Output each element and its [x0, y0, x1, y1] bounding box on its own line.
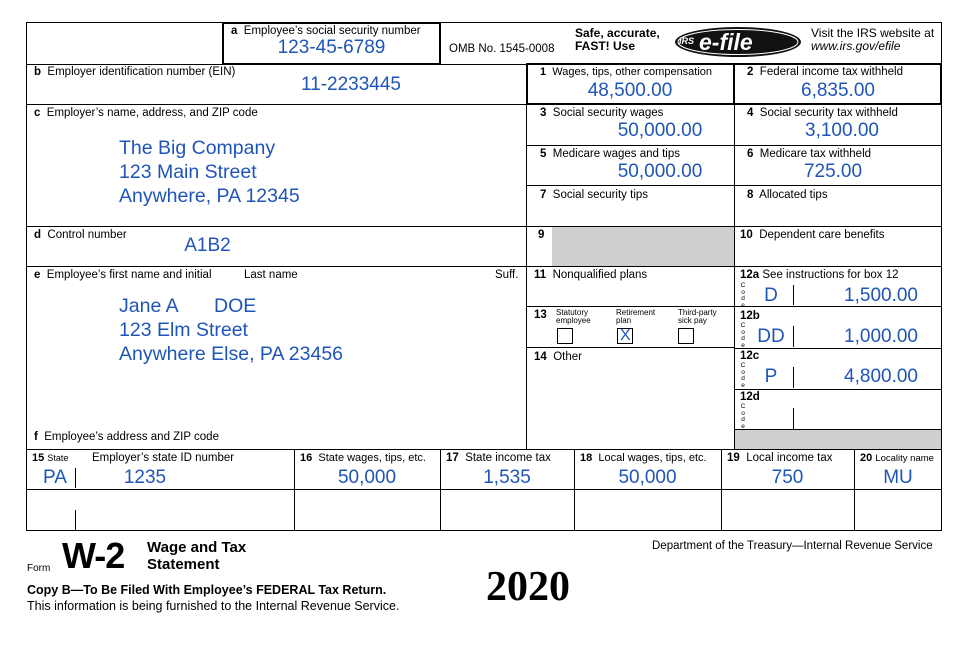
box-18-label: 18 Local wages, tips, etc. — [580, 452, 707, 464]
form-title-line1: Wage and Tax — [147, 539, 247, 556]
info-text: This information is being furnished to the Internal Revenue Service. — [27, 599, 400, 613]
box-2-label: 2 Federal income tax withheld — [747, 66, 903, 78]
last-name-label: Last name — [244, 269, 298, 281]
row-divider — [26, 489, 942, 490]
box-b-label: b Employer identification number (EIN) — [34, 66, 236, 78]
box-12c-label: 12c — [740, 350, 760, 362]
employer-street: 123 Main Street — [119, 161, 257, 183]
efile-irs-text: IRS — [679, 36, 695, 46]
suffix-label: Suff. — [495, 269, 519, 281]
box-19-label: 19 Local income tax — [727, 452, 833, 464]
box-1-label: 1 Wages, tips, other compensation — [540, 66, 713, 78]
third-party-sick-pay-checkbox[interactable] — [678, 328, 694, 344]
employee-last-name: DOE — [214, 295, 257, 317]
code-tick — [793, 326, 794, 347]
employer-city: Anywhere, PA 12345 — [119, 185, 300, 207]
local-wages-value: 50,000 — [618, 467, 677, 488]
fast-use: FAST! Use — [575, 39, 636, 53]
box-9-shade — [552, 227, 734, 266]
ein-value: 11-2233445 — [300, 74, 402, 95]
box-14-label: 14 Other — [534, 351, 582, 363]
col-divider — [440, 449, 441, 531]
box-7-label: 7 Social security tips — [540, 189, 649, 201]
box-6-value: 725.00 — [803, 161, 863, 182]
box-12b-label: 12b — [740, 310, 760, 322]
irs-url: www.irs.gov/efile — [811, 39, 901, 53]
box-c-label: c Employer’s name, address, and ZIP code — [34, 107, 258, 119]
locality-value: MU — [883, 467, 913, 488]
form-name-w2: W-2 — [62, 535, 125, 576]
department-text: Department of the Treasury—Internal Revenue Service — [652, 540, 933, 552]
box-f-label: f Employee’s address and ZIP code — [34, 431, 219, 443]
state-value: PA — [43, 467, 67, 488]
box-3-label: 3 Social security wages — [540, 107, 664, 119]
box-20-label: 20 Locality name — [860, 452, 934, 464]
retirement-plan-checkbox[interactable] — [617, 328, 633, 344]
third-party-label: Third-party — [678, 308, 717, 317]
code-tick — [793, 285, 794, 305]
copy-b-text: Copy B—To Be Filed With Employee’s FEDERAL Tax Return. — [27, 583, 387, 597]
box-6-label: 6 Medicare tax withheld — [747, 148, 872, 160]
tax-year: 2020 — [486, 564, 570, 610]
box-5-value: 50,000.00 — [617, 161, 703, 182]
employee-city: Anywhere Else, PA 23456 — [119, 343, 344, 365]
form-word: Form — [27, 563, 51, 574]
box-17-label: 17 State income tax — [446, 452, 551, 464]
retirement-label: Retirement — [616, 308, 656, 317]
form-border-bottom — [26, 530, 942, 531]
row-divider — [26, 226, 942, 227]
col-divider — [854, 449, 855, 531]
control-number-value: A1B2 — [184, 235, 231, 256]
code-tick — [793, 367, 794, 388]
row-divider — [26, 266, 942, 267]
code-vertical-label: C o d e — [740, 403, 746, 430]
visit-irs-text: Visit the IRS website at — [811, 26, 935, 40]
box-16-label: 16 State wages, tips, etc. — [300, 452, 426, 464]
box-12d-label: 12d — [740, 391, 760, 403]
box-13-label: 13 — [534, 309, 547, 321]
box-15-label: 15 State — [32, 452, 69, 464]
retirement-label-2: plan — [616, 316, 632, 325]
box-2-value: 6,835.00 — [801, 80, 875, 101]
box-12c-amount: 4,800.00 — [844, 366, 918, 387]
box-12a-label: 12a See instructions for box 12 — [740, 269, 899, 281]
employee-first-name: Jane A — [119, 295, 179, 317]
box-9-label: 9 — [538, 229, 545, 241]
row-divider — [526, 347, 734, 348]
box-a-label: a Employee’s social security number — [231, 25, 421, 37]
omb-number: OMB No. 1545-0008 — [449, 43, 555, 55]
box-12c-code: P — [764, 366, 778, 387]
code-vertical-label: C o d e — [740, 322, 746, 349]
employer-name: The Big Company — [119, 137, 276, 159]
code-tick — [793, 408, 794, 429]
box-12a-amount: 1,500.00 — [844, 285, 918, 306]
irs-efile-logo — [673, 25, 803, 59]
efile-text: e-file — [699, 29, 753, 55]
box-5-label: 5 Medicare wages and tips — [540, 148, 681, 160]
box-12b-code: DD — [757, 326, 785, 347]
form-border-top — [26, 22, 942, 23]
box-12-shade — [735, 430, 941, 449]
employee-street: 123 Elm Street — [119, 319, 248, 341]
row-divider — [734, 389, 942, 390]
local-tax-value: 750 — [771, 467, 804, 488]
statutory-label: Statutory — [556, 308, 589, 317]
safe-accurate: Safe, accurate, — [575, 26, 660, 40]
statutory-employee-checkbox[interactable] — [557, 328, 573, 344]
box-4-label: 4 Social security tax withheld — [747, 107, 898, 119]
statutory-label-2: employee — [556, 316, 591, 325]
box-3-value: 50,000.00 — [617, 120, 703, 141]
ssn-value: 123-45-6789 — [277, 37, 386, 58]
state-id-value: 1235 — [123, 467, 167, 488]
retirement-check-mark: X — [620, 327, 631, 344]
box-12a-code: D — [764, 285, 778, 306]
form-title-line2: Statement — [147, 556, 220, 573]
third-party-label-2: sick pay — [678, 316, 707, 325]
row-divider — [734, 348, 942, 349]
form-border-left — [26, 22, 27, 531]
col-divider — [294, 449, 295, 531]
col-divider — [574, 449, 575, 531]
box-e-label: e Employee’s first name and initial — [34, 269, 212, 281]
employer-state-id-label: Employer’s state ID number — [92, 452, 235, 464]
col-divider — [721, 449, 722, 531]
state-tick — [75, 510, 76, 530]
box-4-value: 3,100.00 — [805, 120, 879, 141]
box-8-label: 8 Allocated tips — [747, 189, 828, 201]
box-12b-amount: 1,000.00 — [844, 326, 918, 347]
code-vertical-label: C o d e — [740, 282, 746, 309]
box-11-label: 11 Nonqualified plans — [534, 269, 648, 281]
box-d-label: d Control number — [34, 229, 127, 241]
row-divider — [26, 449, 942, 450]
box-1-value: 48,500.00 — [587, 80, 673, 101]
state-tax-value: 1,535 — [483, 467, 531, 488]
code-vertical-label: C o d e — [740, 362, 746, 389]
state-wages-value: 50,000 — [337, 467, 397, 488]
box-10-label: 10 Dependent care benefits — [740, 229, 885, 241]
